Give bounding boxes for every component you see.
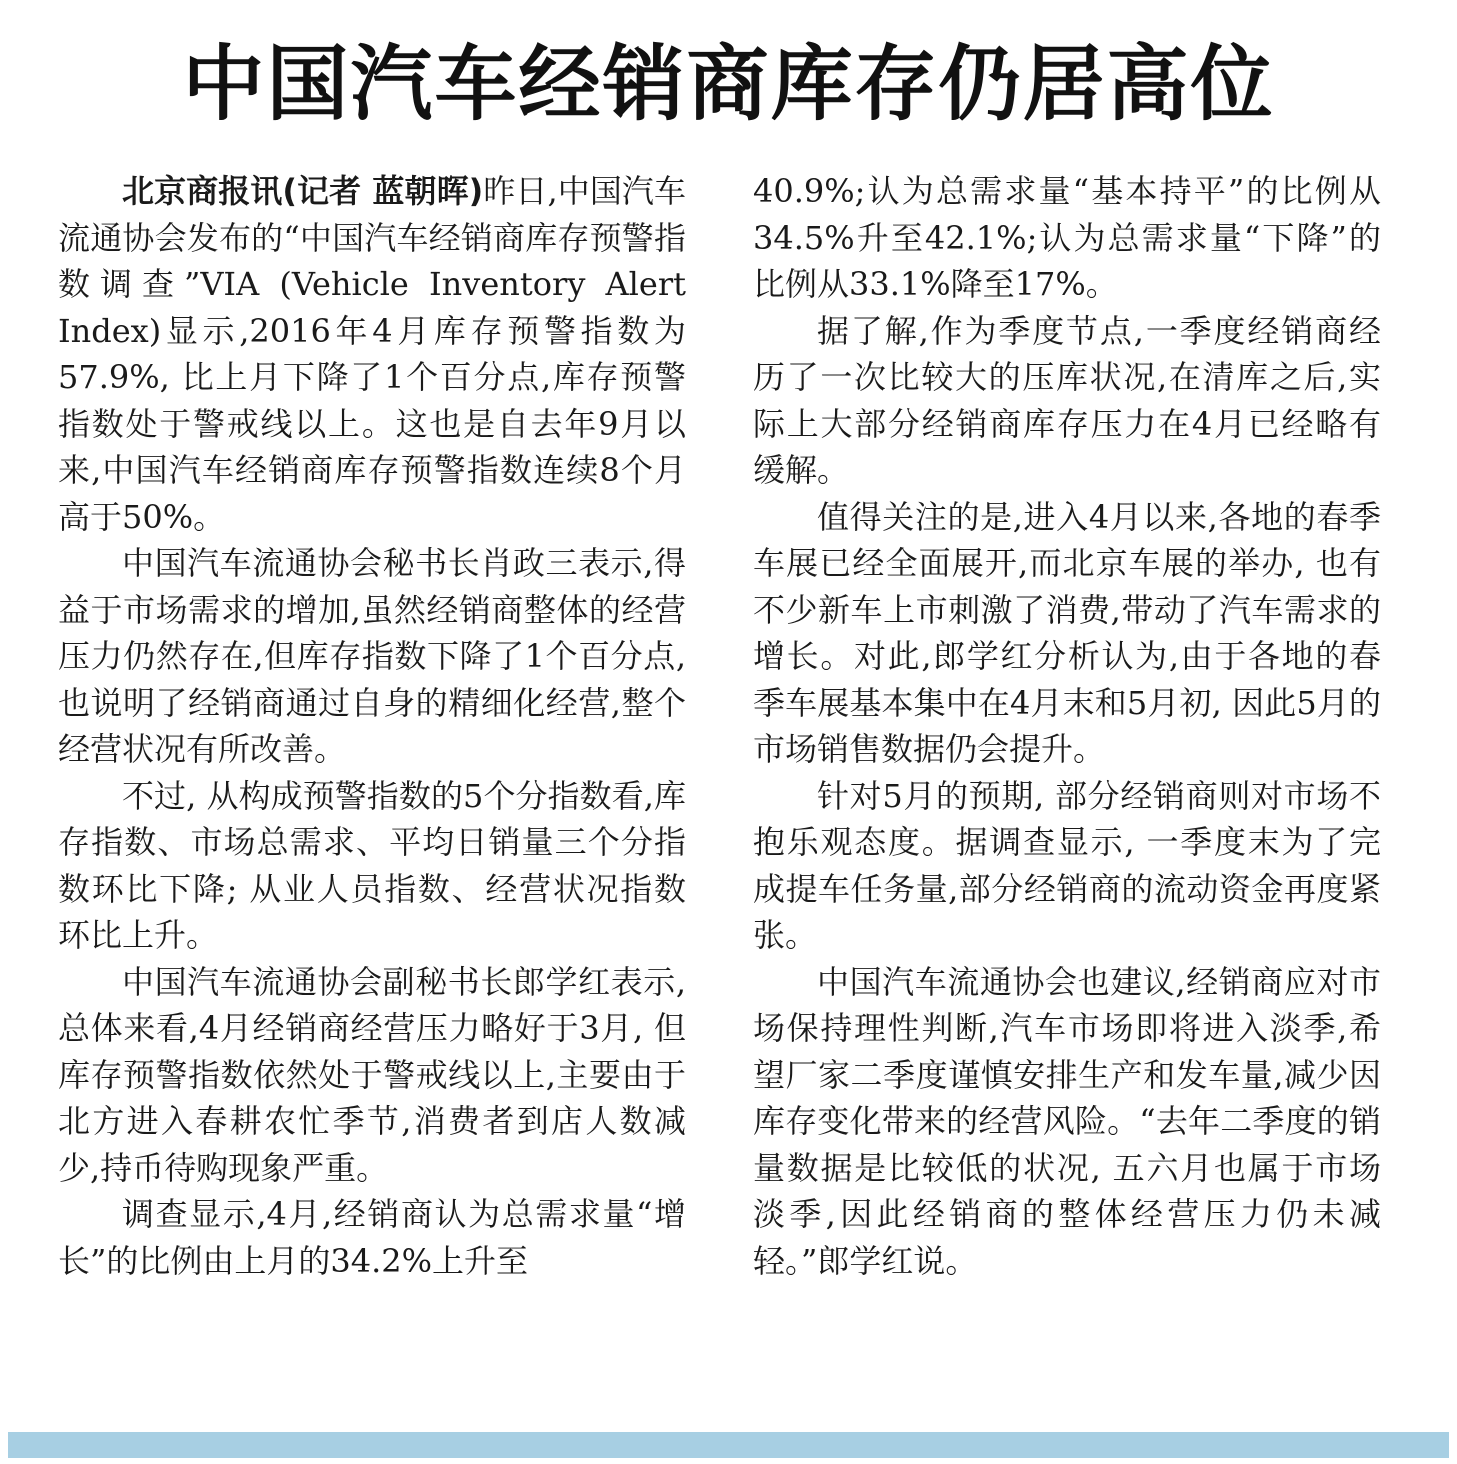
body-paragraph: 中国汽车流通协会副秘书长郎学红表示,总体来看,4月经销商经营压力略好于3月, 但库存预警指数依然处于警戒线以上,主要由于北方进入春耕农忙季节,消费者到店人数减少,持币待购现象严重。: [58, 962, 686, 1187]
article-column-left: [58, 168, 686, 1284]
body-paragraph: 据了解,作为季度节点,一季度经销商经历了一次比较大的压库状况,在清库之后,实际上大部分经销商库存压力在4月已经略有缓解。: [753, 311, 1381, 489]
lead-text: 昨日,中国汽车流通协会发布的“中国汽车经销商库存预警指数调查”VIA (Vehicle Inventory Alert Index)显示,2016年4月库存预警指数为57.9%, 比上月下降了1个百分点,库存预警指数处于警戒线以上。这也是自去年9月以来,中国汽车经销商库存预警指数连续8个月高于50%。: [58, 172, 686, 536]
continued-paragraph: 40.9%;认为总需求量“基本持平”的比例从34.5%升至42.1%;认为总需求量“下降”的比例从33.1%降至17%。: [753, 172, 1381, 303]
bottom-color-band: [8, 1432, 1449, 1458]
body-paragraph: 值得关注的是,进入4月以来,各地的春季车展已经全面展开,而北京车展的举办, 也有不少新车上市刺激了消费,带动了汽车需求的增长。对此,郎学红分析认为,由于各地的春季车展基本集中在4月末和5月初, 因此5月的市场销售数据仍会提升。: [753, 497, 1381, 768]
article-column-right: [753, 168, 1381, 1284]
body-paragraph: 针对5月的预期, 部分经销商则对市场不抱乐观态度。据调查显示, 一季度末为了完成提车任务量,部分经销商的流动资金再度紧张。: [753, 776, 1381, 954]
lead-paragraph: [58, 168, 686, 540]
body-paragraph: 中国汽车流通协会也建议,经销商应对市场保持理性判断,汽车市场即将进入淡季,希望厂家二季度谨慎安排生产和发车量,减少因库存变化带来的经营风险。“去年二季度的销量数据是比较低的状况, 五六月也属于市场淡季,因此经销商的整体经营压力仍未减轻。”郎学红说。: [753, 962, 1381, 1280]
article-headline: 中国汽车经销商库存仍居高位: [182, 37, 1275, 132]
body-paragraph: 中国汽车流通协会秘书长肖政三表示,得益于市场需求的增加,虽然经销商整体的经营压力仍然存在,但库存指数下降了1个百分点, 也说明了经销商通过自身的精细化经营,整个经营状况有所改善。: [58, 544, 686, 768]
body-paragraph: 不过, 从构成预警指数的5个分指数看,库存指数、市场总需求、平均日销量三个分指数环比下降; 从业人员指数、经营状况指数环比上升。: [58, 776, 686, 954]
dateline: 北京商报讯(记者 蓝朝晖): [122, 172, 484, 210]
body-paragraph: 调查显示,4月,经销商认为总需求量“增长”的比例由上月的34.2%上升至: [58, 1195, 686, 1280]
